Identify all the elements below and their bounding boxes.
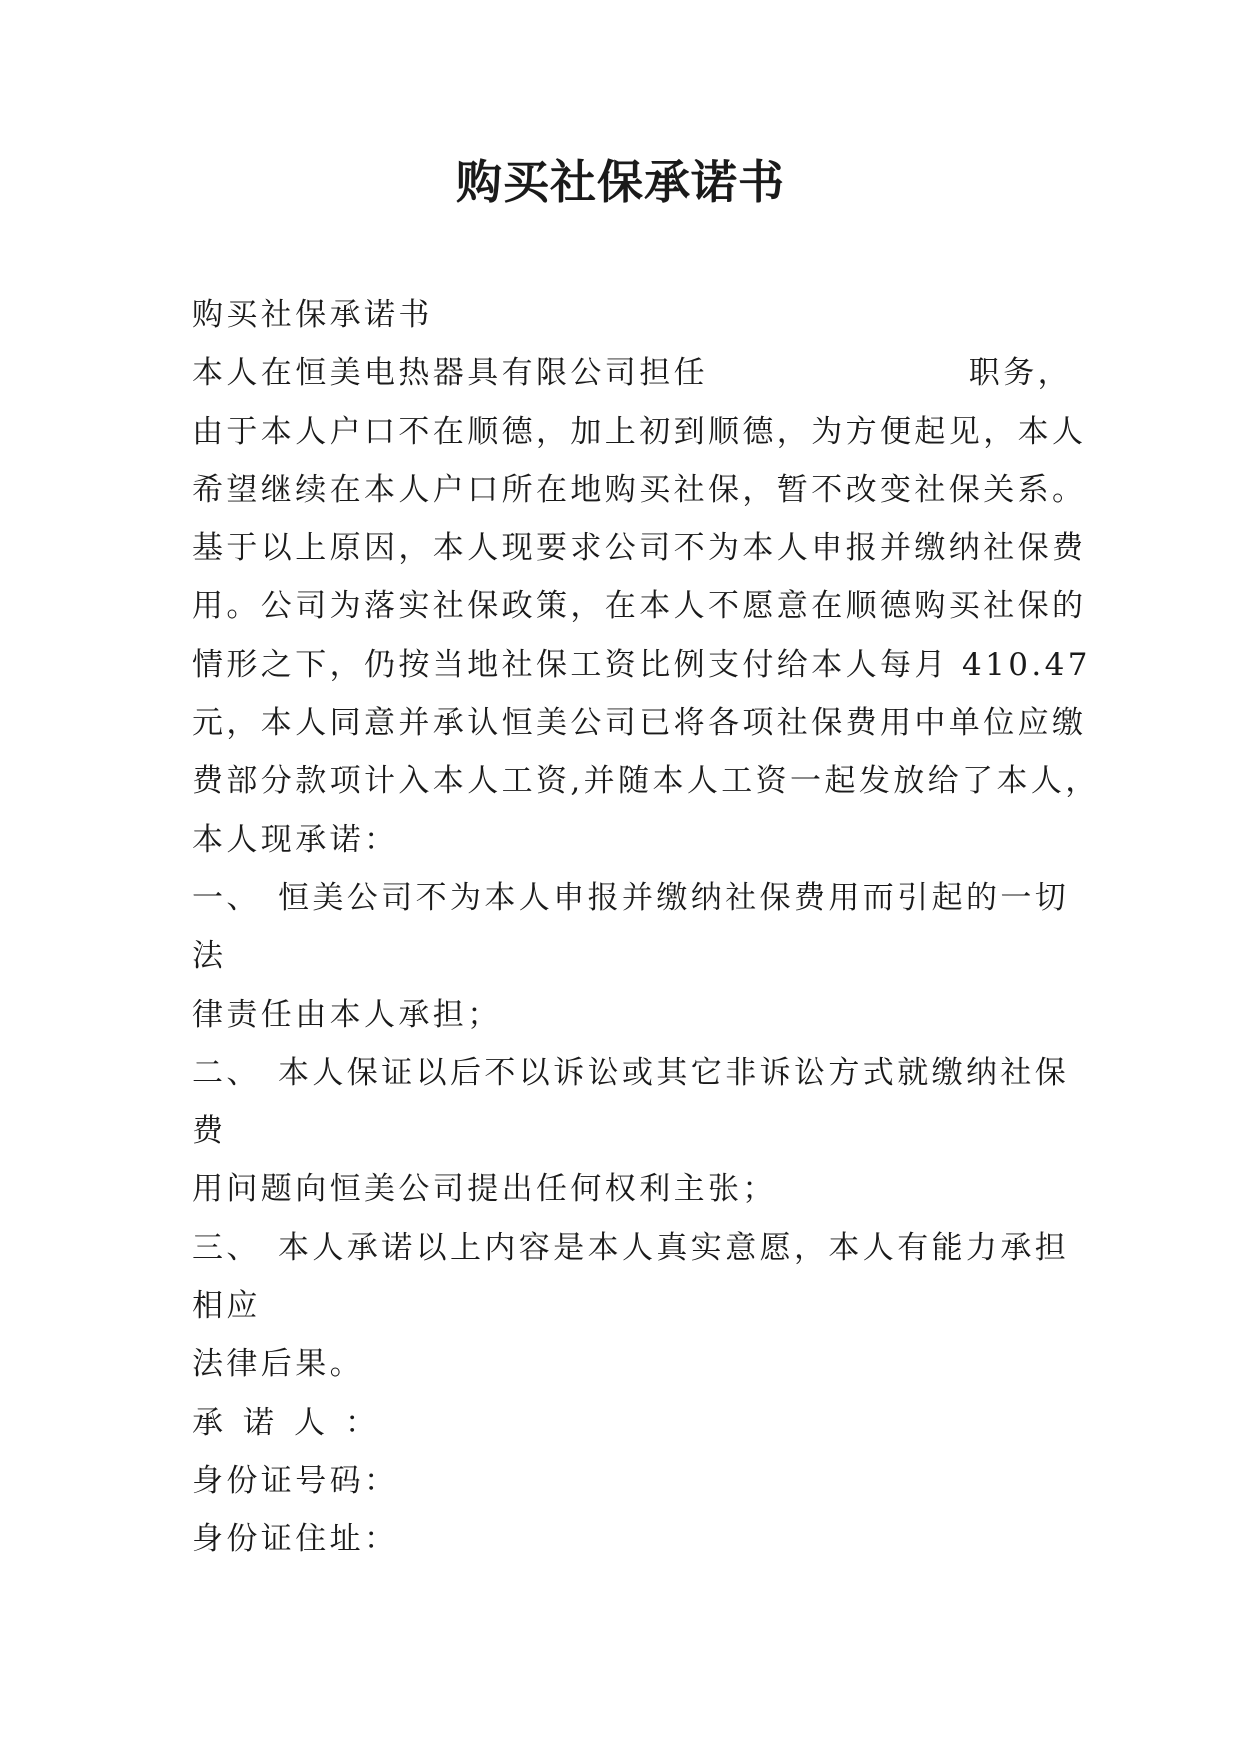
- position-line-left: 本人在恒美电热器具有限公司担任: [192, 355, 708, 392]
- item-continuation: 用问题向恒美公司提出任何权利主张；: [192, 1171, 777, 1208]
- item-marker: 二、: [192, 1054, 261, 1091]
- item-wrap: 费: [192, 1113, 227, 1150]
- item-marker: 三、: [192, 1229, 261, 1266]
- signature-id-number: [192, 1452, 1072, 1510]
- document-title: 购买社保承诺书: [456, 155, 785, 209]
- commitment-item-1: [192, 869, 1072, 927]
- position-line: [192, 344, 1072, 402]
- item-text: 恒美公司不为本人申报并缴纳社保费用而引起的一切: [278, 879, 1070, 916]
- paragraph-line: 希望继续在本人户口所在地购买社保，暂不改变社保关系。: [192, 471, 1087, 508]
- signature-promisor: [192, 1394, 1072, 1452]
- id-number-label: 身份证号码：: [192, 1462, 399, 1499]
- commitment-item-2: [192, 1044, 1072, 1102]
- signature-id-address: [192, 1510, 1072, 1568]
- paragraph-line: 由于本人户口不在顺德，加上初到顺德，为方便起见，本人: [192, 413, 1087, 450]
- paragraph-line: 基于以上原因，本人现要求公司不为本人申报并缴纳社保费: [192, 530, 1087, 567]
- item-marker: 一、: [192, 879, 261, 916]
- document-body: [192, 286, 1100, 1569]
- paragraph-line: 费部分款项计入本人工资,并随本人工资一起发放给了本人，: [192, 763, 1100, 800]
- commitment-item-3: [192, 1219, 1072, 1277]
- body-subtitle: 购买社保承诺书: [192, 297, 433, 333]
- item-continuation: 法律后果。: [192, 1346, 364, 1383]
- paragraph-line: 本人现承诺：: [192, 821, 399, 858]
- position-line-right: 职务，: [968, 355, 1072, 392]
- paragraph-line: 元，本人同意并承认恒美公司已将各项社保费用中单位应缴: [192, 705, 1087, 742]
- id-address-label: 身份证住址：: [192, 1521, 399, 1558]
- item-text: 本人承诺以上内容是本人真实意愿，本人有能力承担: [278, 1229, 1070, 1266]
- item-wrap: 法: [192, 938, 227, 975]
- promisor-label: 承诺人：: [192, 1404, 396, 1441]
- item-text: 本人保证以后不以诉讼或其它非诉讼方式就缴纳社保: [278, 1054, 1070, 1091]
- paragraph-line: 用。公司为落实社保政策，在本人不愿意在顺德购买社保的: [192, 588, 1087, 625]
- paragraph-line: 情形之下，仍按当地社保工资比例支付给本人每月 410.47: [192, 646, 1091, 683]
- item-wrap: 相应: [192, 1288, 261, 1325]
- item-continuation: 律责任由本人承担；: [192, 996, 502, 1033]
